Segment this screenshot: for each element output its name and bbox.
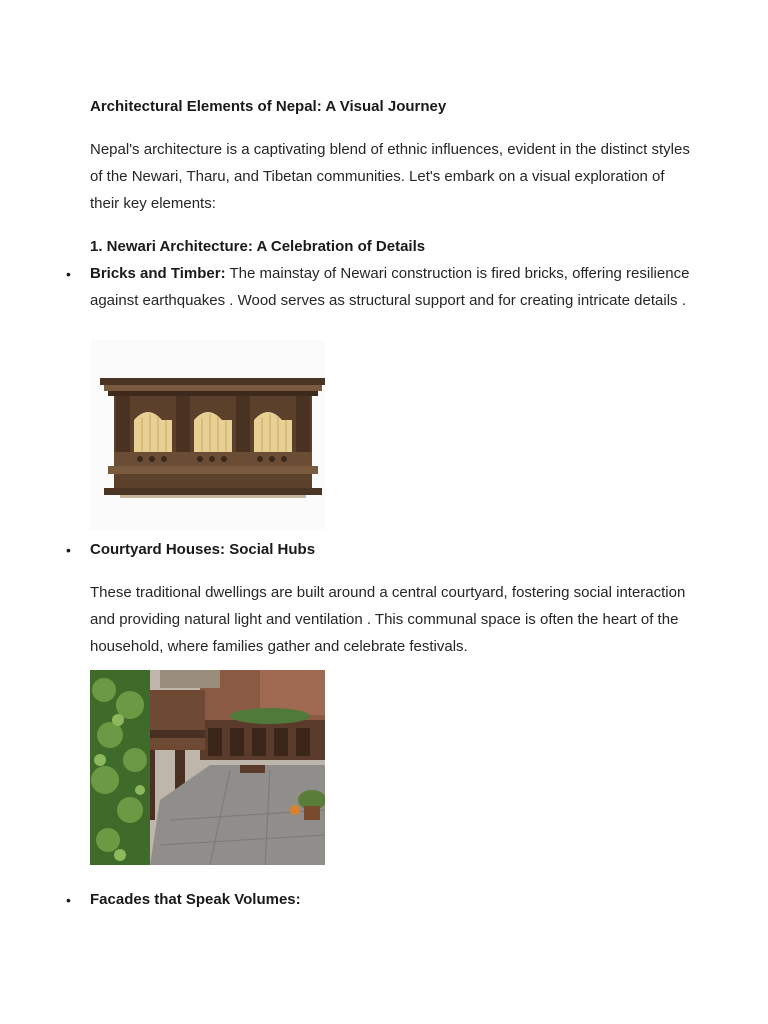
section-heading-newari: 1. Newari Architecture: A Celebration of Details bbox=[90, 238, 426, 255]
intro-paragraph: Nepal's architecture is a captivating blend of ethnic influences, evident in the distinct styles of the Newari, Tharu, and Tibetan communities. Let's embark on a visual exploration of their key elements: bbox=[90, 141, 690, 212]
bullet-item-facades bbox=[90, 886, 690, 913]
carved-window-image bbox=[90, 340, 325, 530]
courtyard-house-image bbox=[90, 670, 325, 865]
bullet-item-bricks-timber bbox=[90, 260, 690, 314]
bullet-marker: • bbox=[66, 542, 71, 558]
bullet-marker: • bbox=[66, 892, 71, 908]
bullet-marker: • bbox=[66, 266, 71, 282]
bullet-text: The mainstay of Newari construction is fired bricks, offering resilience against earthquakes . Wood serves as structural support and for creating intricate details . bbox=[90, 265, 690, 309]
bullet-label: Bricks and Timber: bbox=[90, 265, 226, 282]
bullet-label: Courtyard Houses: Social Hubs bbox=[90, 541, 316, 558]
document-title: Architectural Elements of Nepal: A Visual Journey bbox=[90, 98, 447, 115]
bullet-label: Facades that Speak Volumes: bbox=[90, 891, 301, 908]
courtyard-paragraph: These traditional dwellings are built around a central courtyard, fostering social interaction and providing natural light and ventilation . This communal space is often the heart of the household, where families gather and celebrate festivals. bbox=[90, 584, 686, 655]
bullet-item-courtyard-houses bbox=[90, 536, 690, 563]
